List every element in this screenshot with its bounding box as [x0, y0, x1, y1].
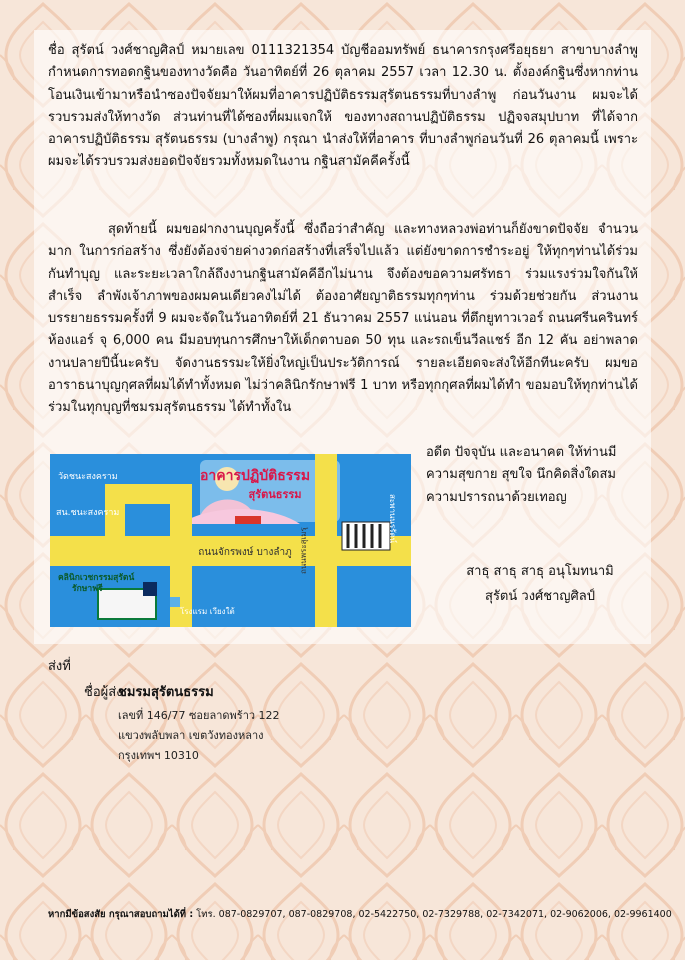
map-road-phra-athit: ถนนพระสุเมรุ — [299, 527, 308, 574]
map-hotel: โรงแรม เวียงใต้ — [180, 607, 235, 616]
sender-label: ชื่อผู้ส่ง — [84, 685, 123, 700]
footer-phones: โทร. 087-0829707, 087-0829708, 02-5422750, 02-7329788, 02-7342071, 02-9062006, 02-9961400 — [196, 909, 672, 920]
map-wat-chana: วัดชนะสงคราม — [58, 472, 118, 482]
footer-label: หากมีข้อสงสัย กรุณาสอบถามได้ที่ : — [48, 909, 194, 920]
map-clinic-free: รักษาฟรี — [72, 584, 103, 594]
sender-name: ชมรมสุรัตนธรรม — [118, 685, 214, 700]
paragraph-donation-details: ชื่อ สุรัตน์ วงศ์ชาญศิลป์ หมายเลข 0111321354 บัญชีออมทรัพย์ ธนาคารกรุงศรีอยุธยา สาขาบางลำพู กำหนดการทอดกฐินของทางวัดคือ วันอาทิตย์ที่ 26 ตุลาคม 2557 เวลา 12.30 น. ตั้งองค์กฐินซึ่งหากท่านโอนเงินเข้ามาหรือนำซองปัจจัยมาให้ผมที่อาคารปฏิบัติธรรมสุรัตนธรรมที่บางลำพู ก่อนวันงาน ผมจะได้รวบรวมส่งให้ทางวัด ส่วนท่านที่ได้ซองที่ผมแจกให้ ของทางสถานปฏิบัติธรรม ปฏิจจสมุปบาท ที่ได้จากอาคารปฏิบัติธรรม สุรัตนธรรม (บางลำพู) กรุณา นำส่งให้ที่อาคาร ที่บางลำพูก่อนวันที่ 26 ตุลาคมนี้ เพราะผมจะได้รวบรวมส่งยอดปัจจัยรวมทั้งหมดในงาน กฐินสามัคคีครั้งนี้ — [48, 43, 638, 170]
map-building-title: อาคารปฏิบัติธรรม — [199, 468, 311, 484]
signature-name: สุรัตน์ วงศ์ชาญศิลป์ — [485, 589, 595, 604]
location-map — [50, 454, 411, 627]
building-marker — [235, 516, 261, 524]
map-building-subtitle: สุรัตนธรรม — [248, 488, 302, 501]
map-clinic-name: คลินิกเวชกรรมสุรัตน์ — [58, 573, 135, 583]
map-road-main: ถนนจักรพงษ์ บางลำภู — [198, 547, 292, 558]
map-police: สน.ชนะสงคราม — [56, 508, 120, 518]
paragraph-closing-appeal: สุดท้ายนี้ ผมขอฝากงานบุญครั้งนี้ ซึ่งถือว่าสำคัญ และทางหลวงพ่อท่านก็ยังขาดปัจจัย จำนวนมาก ในการก่อสร้าง ซึ่งยังต้องจ่ายค่างวดก่อสร้างที่เสร็จไปแล้ว แต่ยังขาดการชำระอยู่ ให้ทุกๆท่านได้ร่วมกันทำบุญ และระยะเวลาใกล้ถึงงานกฐินสามัคคีอีกไม่นาน จึงต้องขอความศรัทธา ร่วมแรงร่วมใจกันให้สำเร็จ ลำพังเจ้าภาพของผมคนเดียวคงไม่ได้ ต้องอาศัยญาติธรรมทุกๆท่าน ร่วมด้วยช่วยกัน ส่วนงานบรรยายธรรมครั้งที่ 9 ผมจะจัดในวันอาทิตย์ที่ 21 ธันวาคม 2557 แน่นอน ที่ตึกยูทาวเวอร์ ถนนศรีนครินทร์ ห้องแอร์ จุ 6,000 คน มีมอบทุนการศึกษาให้เด็กตาบอด 50 ทุน และรถเข็นวีลแชร์ อีก 12 คัน อย่าพลาดงานปลายปีนี้นะครับ จัดงานธรรมะให้ยิ่งใหญ่เป็นประวัติการณ์ รายละเอียดจะส่งให้อีกทีนะครับ ผมขออาราธนาบุญกุศลที่ผมได้ทำทั้งหมด ไม่ว่าคลินิกรักษาฟรี 1 บาท หรือทุกกุศลที่ผมได้ทำ ขอมอบให้ทุกท่านได้ร่วมในทุกบุญที่ชมรมสุรัตนธรรม ได้ทำทั้งใน — [48, 222, 638, 416]
footer-contact — [48, 907, 672, 922]
road-phra-sumen — [315, 454, 337, 627]
map-bridge-label: สะพานนรรัตน์ — [388, 494, 397, 544]
address-line-3: กรุงเทพฯ 10310 — [118, 749, 199, 762]
send-to-label: ส่งที่ — [48, 659, 71, 674]
address-line-2: แขวงพลับพลา เขตวังทองหลาง — [118, 729, 264, 742]
address-line-1: เลขที่ 146/77 ซอยลาดพร้าว 122 — [118, 709, 280, 722]
blessing-line: สาธุ สาธุ สาธุ อนุโมทนามิ — [466, 564, 614, 579]
paragraph-blessing-wish: อดีต ปัจจุบัน และอนาคต ให้ท่านมี ความสุขกาย สุขใจ นึกคิดสิ่งใดสม ความปรารถนาด้วยเทอญ — [426, 445, 617, 505]
